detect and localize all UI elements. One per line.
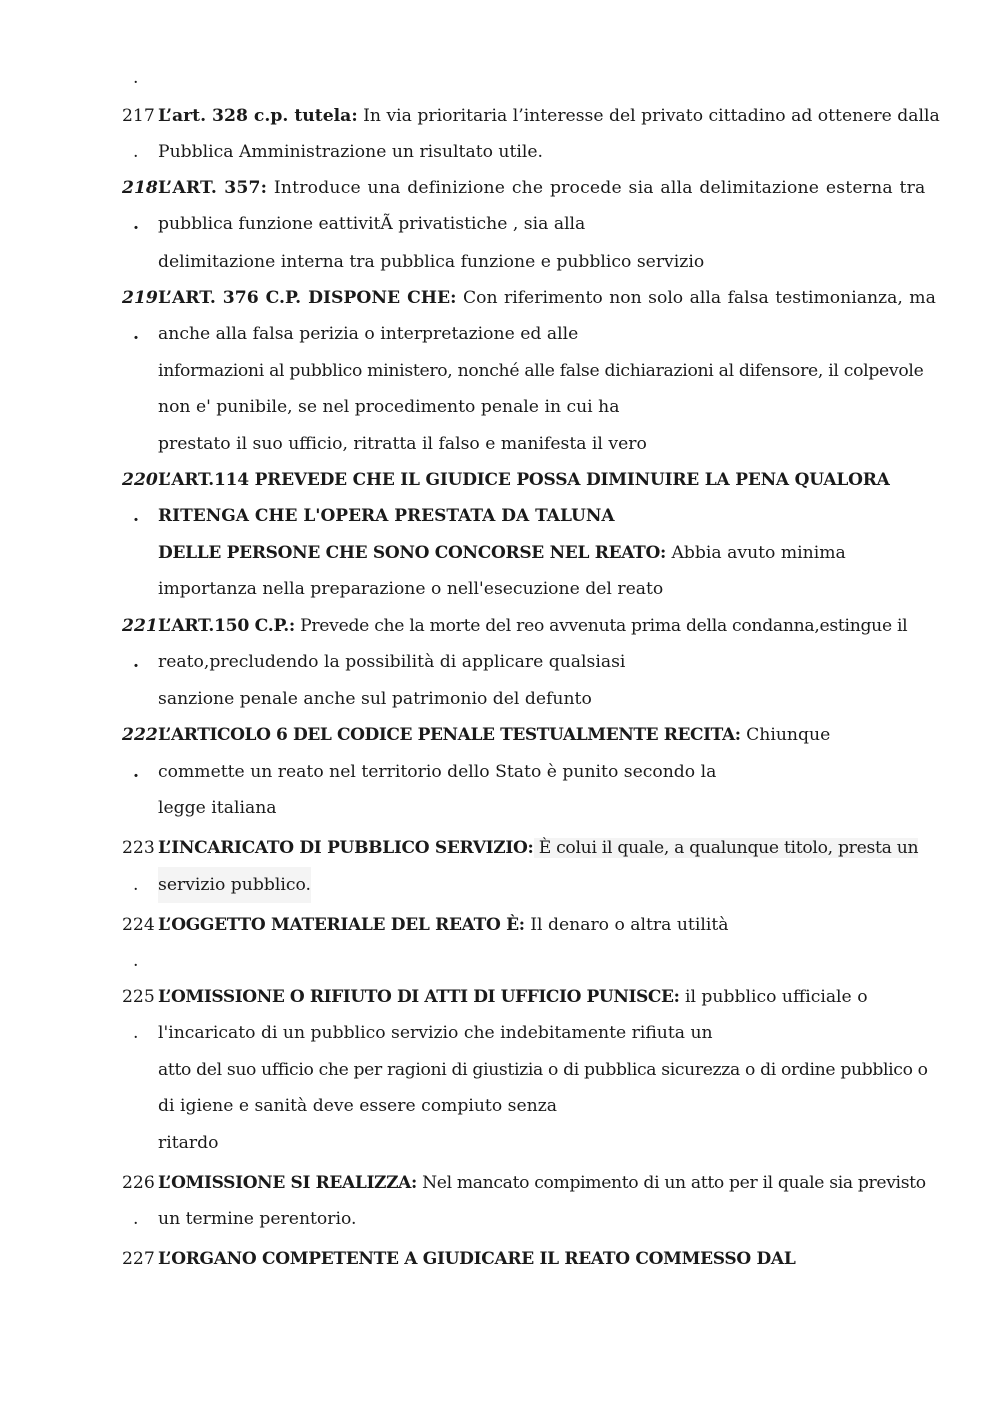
- item-text: In via prioritaria l’interesse del privato cittadino ad ottenere dalla: [357, 106, 940, 126]
- item-text: atto del suo ufficio che per ragioni di giustizia o di pubblica sicurezza o di ordine pubblico o: [158, 1060, 928, 1080]
- item-text: pubblica funzione eattivitÃ privatistiche , sia alla: [158, 214, 586, 234]
- item-number: 223: [122, 838, 155, 858]
- list-item: [0, 244, 1000, 280]
- list-item: [0, 353, 1000, 389]
- list-item: [0, 907, 1000, 943]
- item-dot: .: [133, 951, 139, 971]
- item-dot: .: [133, 324, 139, 344]
- item-text: delimitazione interna tra pubblica funzione e pubblico servizio: [158, 252, 705, 272]
- item-text: non e' punibile, se nel procedimento penale in cui ha: [158, 397, 620, 417]
- list-item: [0, 280, 1000, 316]
- list-item: [0, 1165, 1000, 1201]
- item-number: 224: [122, 915, 155, 935]
- item-text: servizio pubblico.: [158, 867, 311, 903]
- item-text: prestato il suo ufficio, ritratta il falso e manifesta il vero: [158, 434, 647, 454]
- item-dot: .: [133, 762, 139, 782]
- item-heading: L’INCARICATO DI PUBBLICO SERVIZIO:: [158, 838, 534, 858]
- item-heading: DELLE PERSONE CHE SONO CONCORSE NEL REATO:: [158, 543, 667, 563]
- list-item: [0, 943, 1000, 979]
- item-number: 220: [122, 470, 158, 490]
- item-text: Prevede che la morte del reo avvenuta prima della condanna,estingue il: [294, 616, 908, 636]
- item-heading: L’ARTICOLO 6 DEL CODICE PENALE TESTUALMENTE RECITA:: [158, 725, 741, 745]
- list-item: [0, 830, 1000, 866]
- item-number: 222: [122, 725, 158, 745]
- item-heading: L’ART. 376 C.P. DISPONE CHE:: [158, 288, 457, 308]
- list-item: [0, 571, 1000, 607]
- item-dot: .: [133, 506, 139, 526]
- list-item: [0, 316, 1000, 352]
- item-dot: .: [133, 1023, 139, 1043]
- item-number: 217: [122, 106, 155, 126]
- item-text: ritardo: [158, 1133, 219, 1153]
- list-item: [0, 681, 1000, 717]
- list-item: [0, 754, 1000, 790]
- item-text: sanzione penale anche sul patrimonio del defunto: [158, 689, 592, 709]
- item-text: Abbia avuto minima: [666, 543, 846, 563]
- list-item: [0, 535, 1000, 571]
- item-number: 218: [122, 178, 158, 198]
- item-heading: L’ART. 357:: [158, 178, 268, 198]
- list-item: [0, 426, 1000, 462]
- list-item: [0, 790, 1000, 826]
- item-text: di igiene e sanità deve essere compiuto senza: [158, 1096, 557, 1116]
- item-dot: .: [133, 652, 139, 672]
- item-text: anche alla falsa perizia o interpretazione ed alle: [158, 324, 579, 344]
- list-item: [0, 462, 1000, 498]
- list-item: [0, 1088, 1000, 1124]
- item-text: Il denaro o altra utilità: [524, 915, 729, 935]
- list-item: [0, 1125, 1000, 1161]
- item-number: 225: [122, 987, 155, 1007]
- item-heading: L’ORGANO COMPETENTE A GIUDICARE IL REATO COMMESSO DAL: [158, 1249, 796, 1269]
- item-text: importanza nella preparazione o nell'esecuzione del reato: [158, 579, 664, 599]
- item-heading: L’OMISSIONE O RIFIUTO DI ATTI DI UFFICIO PUNISCE:: [158, 987, 680, 1007]
- list-item: [0, 170, 1000, 206]
- item-text: È colui il quale, a qualunque titolo, presta un: [533, 838, 919, 858]
- list-item: [0, 134, 1000, 170]
- item-heading: L’ART.114 PREVEDE CHE IL GIUDICE POSSA DIMINUIRE LA PENA QUALORA: [158, 470, 890, 490]
- list-item: [0, 206, 1000, 242]
- item-heading: RITENGA CHE L'OPERA PRESTATA DA TALUNA: [158, 506, 615, 526]
- list-item: [0, 644, 1000, 680]
- item-text: informazioni al pubblico ministero, nonché alle false dichiarazioni al difensore, il colpevole: [158, 361, 924, 381]
- item-dot: .: [133, 1209, 139, 1229]
- item-text: l'incaricato di un pubblico servizio che indebitamente rifiuta un: [158, 1023, 713, 1043]
- item-heading: L’OMISSIONE SI REALIZZA:: [158, 1173, 417, 1193]
- item-dot: .: [133, 68, 139, 88]
- item-text: Introduce una definizione che procede sia alla delimitazione esterna tra: [267, 178, 926, 198]
- list-item: [0, 979, 1000, 1015]
- list-item: [0, 60, 1000, 96]
- item-heading: L’OGGETTO MATERIALE DEL REATO È:: [158, 915, 525, 935]
- list-item: [0, 1201, 1000, 1237]
- list-item: [0, 389, 1000, 425]
- list-item: [0, 1052, 1000, 1088]
- item-heading: L’art. 328 c.p. tutela:: [158, 106, 358, 126]
- item-text: commette un reato nel territorio dello Stato è punito secondo la: [158, 762, 717, 782]
- list-item: [0, 498, 1000, 534]
- item-text: un termine perentorio.: [158, 1209, 357, 1229]
- item-dot: .: [133, 142, 139, 162]
- item-number: 221: [122, 616, 158, 636]
- list-item: [0, 98, 1000, 134]
- item-text: reato,precludendo la possibilità di applicare qualsiasi: [158, 652, 626, 672]
- item-text: il pubblico ufficiale o: [679, 987, 868, 1007]
- item-dot: .: [133, 875, 139, 895]
- item-number: 227: [122, 1249, 155, 1269]
- item-text: Nel mancato compimento di un atto per il quale sia previsto: [416, 1173, 926, 1193]
- item-text: Pubblica Amministrazione un risultato utile.: [158, 142, 544, 162]
- item-text: legge italiana: [158, 798, 277, 818]
- list-item: [0, 1015, 1000, 1051]
- list-item: [0, 867, 1000, 903]
- item-heading: L’ART.150 C.P.:: [158, 616, 295, 636]
- item-text: Con riferimento non solo alla falsa testimonianza, ma: [456, 288, 936, 308]
- item-number: 226: [122, 1173, 155, 1193]
- item-text: Chiunque: [740, 725, 831, 745]
- item-dot: .: [133, 214, 139, 234]
- list-item: [0, 1241, 1000, 1277]
- item-number: 219: [122, 288, 158, 308]
- list-item: [0, 717, 1000, 753]
- list-item: [0, 608, 1000, 644]
